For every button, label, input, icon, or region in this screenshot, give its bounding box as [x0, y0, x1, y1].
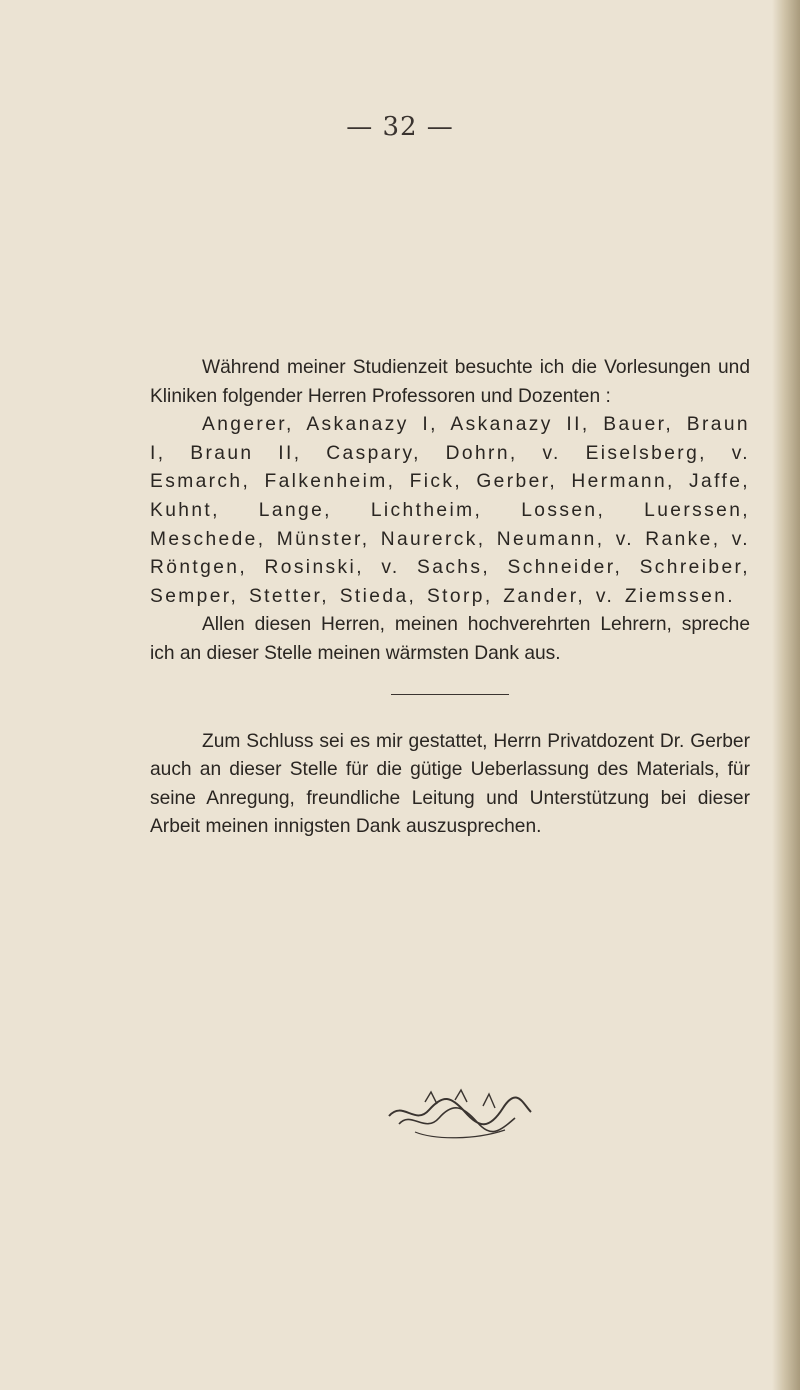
page-number: — 32 —	[346, 112, 454, 142]
page-edge-shadow	[772, 0, 800, 1390]
section-divider	[391, 694, 509, 695]
ornament-stamp-icon	[385, 1082, 535, 1144]
intro-paragraph: Während meiner Studienzeit besuchte ich die Vorlesungen und Kliniken folgender Herren Professoren und Dozenten :	[150, 357, 750, 407]
names-paragraph: Angerer, Askanazy I, Askanazy II, Bauer, Braun I, Braun II, Caspary, Dohrn, v. Eiselsberg, v. Esmarch, Falkenheim, Fick, Gerber, Hermann, Jaffe, Kuhnt, Lange, Lichtheim, Lossen, Luerssen, Meschede, Münster, Naurerck, Neumann, v. Ranke, v. Röntgen, Rosinski, v. Sachs, Schneider, Schreiber, Semper, Stetter, Stieda, Storp, Zander, v. Ziemssen.	[150, 414, 750, 607]
closing-paragraph: Zum Schluss sei es mir gestattet, Herrn Privatdozent Dr. Gerber auch an dieser Stelle für die gütige Ueberlassung des Materials, für seine Anregung, freundliche Leitung und Unterstützung bei dieser Arbeit meinen innigsten Dank auszusprechen.	[150, 730, 750, 838]
body-text	[150, 354, 750, 842]
thanks-paragraph: Allen diesen Herren, meinen hochverehrten Lehrern, spreche ich an dieser Stelle meinen wärmsten Dank aus.	[150, 614, 750, 664]
